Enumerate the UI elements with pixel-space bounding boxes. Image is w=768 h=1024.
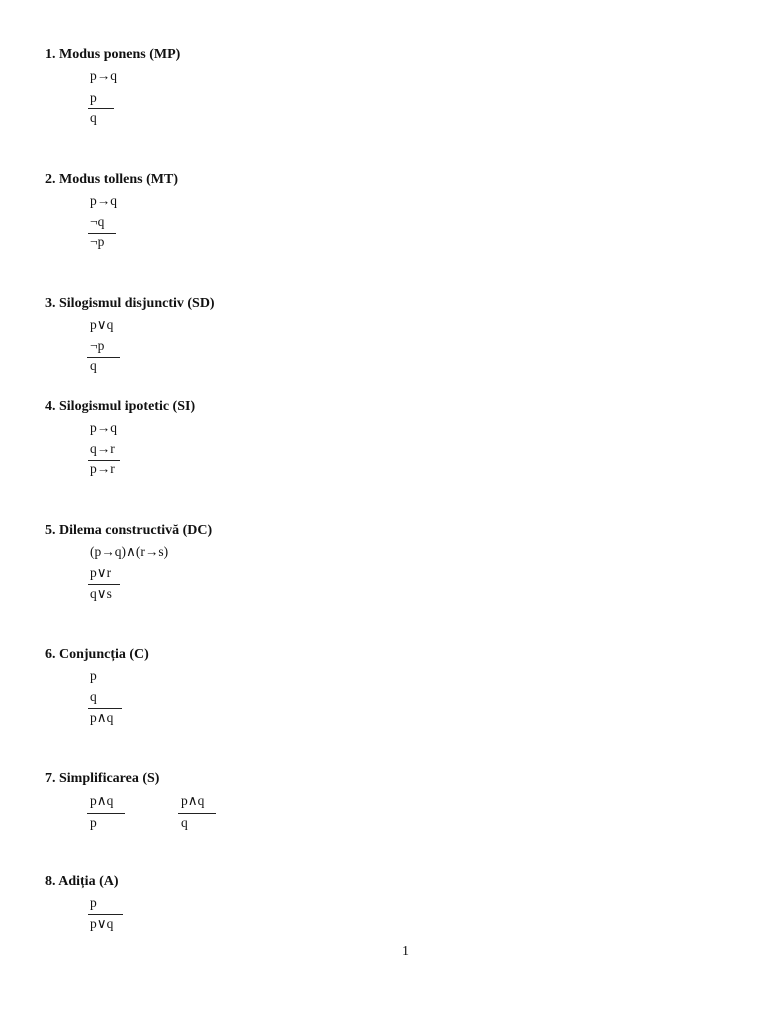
rule-7-left-inference-line (87, 813, 125, 814)
rule-4-heading: 4. Silogismul ipotetic (SI) (45, 399, 196, 414)
rule-1-inference-line (88, 108, 114, 109)
rule-3-premise-1: p∨q (90, 317, 114, 332)
rule-5-heading: 5. Dilema constructivă (DC) (45, 523, 213, 538)
rule-6-premise-1: p (90, 668, 97, 683)
rule-7-right-inference-line (178, 813, 216, 814)
rule-3-premise-2: ¬p (90, 338, 105, 353)
rule-7-right-premise: p∧q (181, 793, 205, 808)
rule-3-heading: 3. Silogismul disjunctiv (SD) (45, 296, 215, 311)
rule-1-premise-2: p (90, 90, 97, 105)
page-number: 1 (402, 944, 409, 959)
rule-4-conclusion: p→r (90, 461, 115, 476)
rule-4-premise-1: p→q (90, 420, 117, 435)
rule-8-heading: 8. Adiția (A) (45, 874, 119, 889)
rule-4-premise-2: q→r (90, 441, 115, 456)
rule-2-premise-1: p→q (90, 193, 117, 208)
rule-5-inference-line (88, 584, 120, 585)
rule-7-left-premise: p∧q (90, 793, 114, 808)
rule-1-heading: 1. Modus ponens (MP) (45, 47, 181, 62)
rule-6-heading: 6. Conjuncția (C) (45, 647, 149, 662)
rule-6-premise-2: q (90, 689, 97, 704)
rule-7-heading: 7. Simplificarea (S) (45, 771, 160, 786)
rule-6-inference-line (88, 708, 122, 709)
rule-1-premise-1: p→q (90, 68, 117, 83)
rule-5-premise-2: p∨r (90, 565, 112, 580)
rule-8-conclusion: p∨q (90, 916, 114, 931)
rule-7-left-conclusion: p (90, 815, 97, 830)
rule-6-conclusion: p∧q (90, 710, 114, 725)
rule-7-right-conclusion: q (181, 815, 188, 830)
rule-2-heading: 2. Modus tollens (MT) (45, 172, 178, 187)
rule-2-conclusion: ¬p (90, 234, 105, 249)
rule-1-conclusion: q (90, 110, 97, 125)
rule-2-premise-2: ¬q (90, 214, 105, 229)
rule-8-premise-1: p (90, 895, 97, 910)
rule-3-conclusion: q (90, 358, 97, 373)
rule-5-conclusion: q∨s (90, 586, 112, 601)
rule-5-premise-1: (p→q)∧(r→s) (90, 544, 169, 559)
rule-8-inference-line (88, 914, 123, 915)
